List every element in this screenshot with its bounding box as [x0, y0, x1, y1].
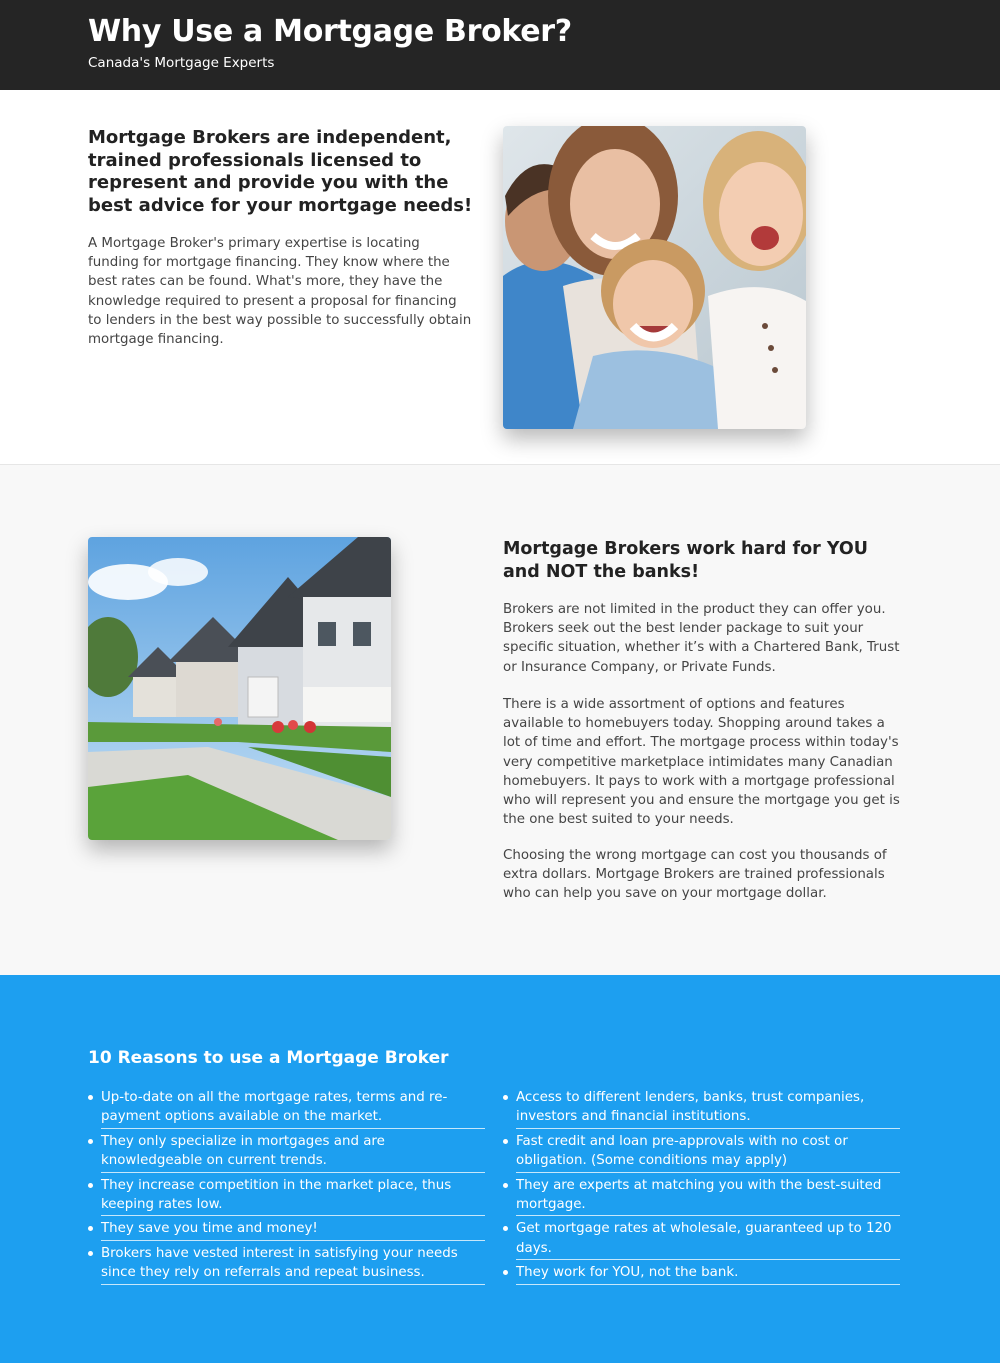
list-item-text: They increase competition in the market place, thus keeping rates low. — [101, 1177, 452, 1213]
reasons-heading: 10 Reasons to use a Mortgage Broker — [88, 1048, 449, 1068]
list-item — [101, 1088, 485, 1129]
list-item — [516, 1132, 900, 1173]
benefits-paragraph-3: Choosing the wrong mortgage can cost you thousands of extra dollars. Mortgage Brokers are trained professionals who can help you save on your mortgage dollar. — [503, 848, 887, 902]
list-item-text: Access to different lenders, banks, trust companies, investors and financial institutions. — [516, 1090, 865, 1125]
list-item — [101, 1219, 485, 1240]
family-photo — [503, 126, 806, 429]
intro-heading: Mortgage Brokers are independent, trained professionals licensed to represent and provide you with the best advice for your mortgage needs! — [88, 127, 473, 216]
intro-paragraph: A Mortgage Broker's primary expertise is locating funding for mortgage financing. They know where the best rates can be found. What's more, they have the knowledge required to present a proposal for financing to lenders in the best way possible to successfully obtain mortgage financing. — [88, 236, 472, 348]
list-item — [516, 1219, 900, 1260]
page-subtitle: Canada's Mortgage Experts — [88, 55, 275, 71]
benefits-section — [0, 465, 1000, 975]
benefits-heading: Mortgage Brokers work hard for YOU and NOT the banks! — [503, 539, 868, 582]
list-item-text: They work for YOU, not the bank. — [516, 1265, 739, 1281]
list-item-text: Get mortgage rates at wholesale, guaranteed up to 120 days. — [516, 1221, 892, 1256]
list-item-text: Up-to-date on all the mortgage rates, terms and re-payment options available on the market. — [101, 1090, 448, 1125]
list-item-text: They save you time and money! — [101, 1221, 318, 1237]
list-item — [101, 1244, 485, 1285]
reasons-list-left — [101, 1088, 485, 1288]
list-item — [516, 1263, 900, 1284]
list-item-text: They are experts at matching you with the best-suited mortgage. — [516, 1177, 882, 1213]
bullet-icon — [88, 1226, 93, 1231]
benefits-paragraph-2: There is a wide assortment of options and features available to homebuyers today. Shopping around takes a lot of time and effort. The mortgage process within today's very competitive marketplace intimidates many Canadian homebuyers. It pays to work with a mortgage professional who will represent you and ensure the mortgage you get is the one best suited to your needs. — [503, 697, 900, 828]
list-item — [516, 1088, 900, 1129]
reasons-list-right — [516, 1088, 900, 1288]
bullet-icon — [503, 1226, 508, 1231]
bullet-icon — [503, 1270, 508, 1275]
bullet-icon — [503, 1095, 508, 1100]
page-header — [0, 0, 1000, 90]
list-item — [101, 1176, 485, 1217]
bullet-icon — [88, 1251, 93, 1256]
bullet-icon — [503, 1139, 508, 1144]
reasons-section — [0, 975, 1000, 1363]
list-item-text: They only specialize in mortgages and are knowledgeable on current trends. — [101, 1133, 385, 1169]
bullet-icon — [503, 1183, 508, 1188]
list-item-text: Fast credit and loan pre-approvals with no cost or obligation. (Some conditions may apply) — [516, 1133, 848, 1169]
bullet-icon — [88, 1095, 93, 1100]
list-item — [101, 1132, 485, 1173]
intro-section — [0, 90, 1000, 465]
list-item — [516, 1176, 900, 1217]
benefits-paragraph-1: Brokers are not limited in the product they can offer you. Brokers seek out the best lender package to suit your specific situation, whether it’s with a Chartered Bank, Trust or Insurance Company, or Private Funds. — [503, 602, 900, 675]
list-item-text: Brokers have vested interest in satisfying your needs since they rely on referrals and repeat business. — [101, 1245, 458, 1281]
bullet-icon — [88, 1183, 93, 1188]
page-title: Why Use a Mortgage Broker? — [88, 14, 572, 49]
houses-photo — [88, 537, 391, 840]
bullet-icon — [88, 1139, 93, 1144]
